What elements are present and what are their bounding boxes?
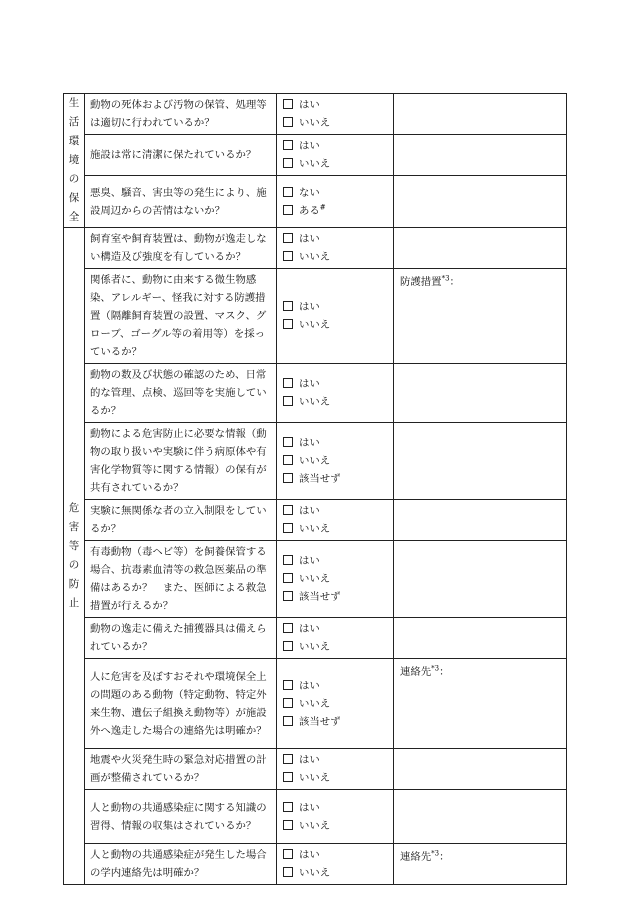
checkbox[interactable]: [283, 140, 293, 150]
checkbox[interactable]: [283, 233, 293, 243]
option-label: はい: [299, 99, 320, 111]
option-label: ない: [299, 186, 320, 199]
checkbox[interactable]: [283, 251, 293, 261]
answer-options: [277, 228, 394, 269]
checkbox[interactable]: [283, 378, 293, 388]
checklist-row: [64, 844, 567, 885]
answer-option[interactable]: [283, 520, 387, 538]
checkbox[interactable]: [283, 849, 293, 859]
remarks-colon: ：: [439, 851, 450, 863]
category-char: 等: [68, 540, 80, 552]
question-text: 実験に無関係な者の立入制限をしているか？: [85, 500, 277, 541]
checkbox[interactable]: [283, 573, 293, 583]
category-char: 害: [68, 521, 80, 533]
remarks-cell[interactable]: [394, 94, 567, 135]
category-label: [64, 228, 85, 885]
answer-option[interactable]: [283, 769, 387, 787]
question-text: 動物の数及び状態の確認のため、日常的な管理、点検、巡回等を実施しているか？: [85, 364, 277, 423]
answer-option[interactable]: [283, 114, 387, 132]
question-text: 人と動物の共通感染症が発生した場合の学内連絡先は明確か？: [85, 844, 277, 885]
answer-option[interactable]: [283, 695, 387, 713]
answer-option[interactable]: [283, 470, 387, 488]
option-label: はい: [299, 679, 320, 692]
remarks-label: 防護措置: [400, 276, 442, 288]
checkbox[interactable]: [283, 396, 293, 406]
answer-option[interactable]: [283, 316, 387, 334]
checkbox[interactable]: [283, 680, 293, 690]
category-char: 全: [68, 211, 80, 223]
answer-option[interactable]: [283, 184, 387, 202]
question-text: 飼育室や飼育装置は、動物が逸走しない構造及び強度を有しているか？: [85, 228, 277, 269]
question-text: 悪臭、騒音、害虫等の発生により、施設周辺からの苦情はないか？: [85, 176, 277, 228]
option-label: いいえ: [299, 867, 331, 879]
checklist-row: [64, 423, 567, 500]
answer-option[interactable]: [283, 846, 387, 864]
checkbox[interactable]: [283, 820, 293, 830]
answer-options: [277, 790, 394, 844]
remarks-footnote-mark: *3: [441, 274, 450, 283]
remarks-cell[interactable]: [394, 176, 567, 228]
checkbox[interactable]: [283, 301, 293, 311]
answer-options: [277, 844, 394, 885]
option-label: はい: [299, 378, 320, 390]
answer-options: [277, 500, 394, 541]
checklist-row: [64, 541, 567, 618]
option-label: はい: [299, 505, 320, 517]
checkbox[interactable]: [283, 99, 293, 109]
remarks-cell[interactable]: [394, 135, 567, 176]
answer-options: [277, 423, 394, 500]
answer-option[interactable]: [283, 552, 387, 570]
category-label: [64, 94, 85, 228]
remarks-cell[interactable]: [394, 790, 567, 844]
option-label: はい: [299, 623, 320, 635]
answer-option[interactable]: [283, 375, 387, 393]
checkbox[interactable]: [283, 754, 293, 764]
category-char: 保: [68, 192, 80, 204]
answer-option[interactable]: [283, 588, 387, 606]
checkbox[interactable]: [283, 455, 293, 465]
option-label: いいえ: [299, 523, 331, 535]
checklist-body: [64, 94, 567, 885]
option-label: 該当せず: [299, 715, 341, 728]
option-label: いいえ: [299, 641, 331, 653]
option-label: はい: [299, 140, 320, 152]
remarks-label: 連絡先: [400, 666, 432, 678]
checklist-row: [64, 228, 567, 269]
option-footnote-mark: #: [319, 203, 326, 212]
remarks-cell[interactable]: [394, 659, 567, 749]
option-label: はい: [299, 437, 320, 449]
answer-option[interactable]: [283, 713, 387, 731]
option-label: いいえ: [299, 251, 331, 263]
option-label: はい: [299, 801, 320, 814]
question-text: 関係者に、動物に由来する微生物感染、アレルギー、怪我に対する防護措置（隔離飼育装置の設置、マスク、グローブ、ゴーグル等の着用等）を採っているか？: [85, 269, 277, 364]
answer-option[interactable]: [283, 230, 387, 248]
remarks-footnote-mark: *3: [431, 849, 440, 858]
option-label: いいえ: [299, 697, 331, 710]
checklist-row: [64, 135, 567, 176]
answer-options: [277, 659, 394, 749]
checkbox[interactable]: [283, 772, 293, 782]
checkbox[interactable]: [283, 591, 293, 601]
checkbox[interactable]: [283, 158, 293, 168]
answer-options: [277, 749, 394, 790]
question-text: 人と動物の共通感染症に関する知識の習得、情報の収集はされているか？: [85, 790, 277, 844]
option-label: 該当せず: [299, 473, 341, 485]
answer-option[interactable]: [283, 248, 387, 266]
option-label: はい: [299, 555, 320, 567]
answer-options: [277, 176, 394, 228]
answer-option[interactable]: [283, 864, 387, 882]
option-label: いいえ: [299, 396, 331, 408]
checklist-row: [64, 790, 567, 844]
answer-option[interactable]: [283, 155, 387, 173]
answer-options: [277, 135, 394, 176]
category-char: の: [68, 559, 80, 571]
category-char: 境: [68, 154, 80, 166]
option-label: いいえ: [299, 158, 331, 170]
checklist-row: [64, 364, 567, 423]
option-label: いいえ: [299, 819, 331, 832]
checkbox[interactable]: [283, 802, 293, 812]
answer-option[interactable]: [283, 502, 387, 520]
question-text: 動物の逸走に備えた捕獲器具は備えられているか？: [85, 618, 277, 659]
checkbox[interactable]: [283, 187, 293, 197]
checkbox[interactable]: [283, 205, 293, 215]
option-label: いいえ: [299, 455, 331, 467]
option-label: はい: [299, 849, 320, 861]
remarks-label: 連絡先: [400, 851, 432, 863]
remarks-cell[interactable]: [394, 228, 567, 269]
remarks-colon: ：: [449, 276, 460, 288]
answer-options: [277, 364, 394, 423]
answer-option[interactable]: [283, 799, 387, 817]
answer-option[interactable]: [283, 137, 387, 155]
category-char: 生: [68, 97, 80, 109]
checkbox[interactable]: [283, 716, 293, 726]
question-text: 人に危害を及ぼすおそれや環境保全上の問題のある動物（特定動物、特定外来生物、遺伝子組換え動物等）が施設外へ逸走した場合の連絡先は明確か？: [85, 659, 277, 749]
option-label: いいえ: [299, 772, 331, 784]
answer-option[interactable]: [283, 202, 387, 220]
answer-option[interactable]: [283, 434, 387, 452]
answer-options: [277, 618, 394, 659]
remarks-cell[interactable]: [394, 500, 567, 541]
option-label: いいえ: [299, 319, 331, 331]
option-label: いいえ: [299, 573, 331, 585]
answer-option[interactable]: [283, 620, 387, 638]
question-text: 動物による危害防止に必要な情報（動物の取り扱いや実験に伴う病原体や有害化学物質等に関する情報）の保有が共有されているか？: [85, 423, 277, 500]
remarks-cell[interactable]: [394, 269, 567, 364]
answer-option[interactable]: [283, 393, 387, 411]
remarks-cell[interactable]: [394, 541, 567, 618]
question-text: 有毒動物（毒ヘビ等）を飼養保管する場合、抗毒素血清等の救急医薬品の準備はあるか？ また、医師による救急措置が行えるか？: [85, 541, 277, 618]
remarks-cell[interactable]: [394, 364, 567, 423]
answer-option[interactable]: [283, 677, 387, 695]
remarks-cell[interactable]: [394, 423, 567, 500]
category-char: 止: [68, 597, 80, 609]
checkbox[interactable]: [283, 867, 293, 877]
remarks-footnote-mark: *3: [431, 664, 440, 673]
category-char: 防: [68, 578, 80, 590]
option-label: 該当せず: [299, 591, 341, 603]
answer-option[interactable]: [283, 751, 387, 769]
checkbox[interactable]: [283, 623, 293, 633]
option-label: はい: [299, 233, 320, 245]
checklist-row: [64, 618, 567, 659]
option-label: はい: [299, 754, 320, 766]
checkbox[interactable]: [283, 523, 293, 533]
remarks-cell[interactable]: [394, 844, 567, 885]
checkbox[interactable]: [283, 319, 293, 329]
answer-options: [277, 269, 394, 364]
question-text: 地震や火災発生時の緊急対応措置の計画が整備されているか？: [85, 749, 277, 790]
option-label: いいえ: [299, 117, 331, 129]
answer-option[interactable]: [283, 298, 387, 316]
checklist-table: [63, 93, 567, 885]
option-label: はい: [299, 301, 320, 313]
answer-option[interactable]: [283, 452, 387, 470]
checklist-row: [64, 94, 567, 135]
checklist-row: [64, 176, 567, 228]
checkbox[interactable]: [283, 555, 293, 565]
option-label: ある: [299, 204, 320, 217]
remarks-cell[interactable]: [394, 618, 567, 659]
checkbox[interactable]: [283, 698, 293, 708]
answer-options: [277, 94, 394, 135]
category-char: 環: [68, 135, 80, 147]
category-char: 危: [68, 502, 80, 514]
checkbox[interactable]: [283, 437, 293, 447]
checklist-row: [64, 749, 567, 790]
checkbox[interactable]: [283, 117, 293, 127]
answer-options: [277, 541, 394, 618]
category-char: の: [68, 173, 80, 185]
checklist-row: [64, 659, 567, 749]
checkbox[interactable]: [283, 473, 293, 483]
answer-option[interactable]: [283, 638, 387, 656]
answer-option[interactable]: [283, 817, 387, 835]
answer-option[interactable]: [283, 96, 387, 114]
checkbox[interactable]: [283, 505, 293, 515]
question-text: 施設は常に清潔に保たれているか？: [85, 135, 277, 176]
checklist-row: [64, 269, 567, 364]
question-text: 動物の死体および汚物の保管、処理等は適切に行われているか？: [85, 94, 277, 135]
answer-option[interactable]: [283, 570, 387, 588]
checklist-row: [64, 500, 567, 541]
remarks-cell[interactable]: [394, 749, 567, 790]
remarks-colon: ：: [439, 666, 450, 678]
category-char: 活: [68, 116, 80, 128]
checkbox[interactable]: [283, 641, 293, 651]
